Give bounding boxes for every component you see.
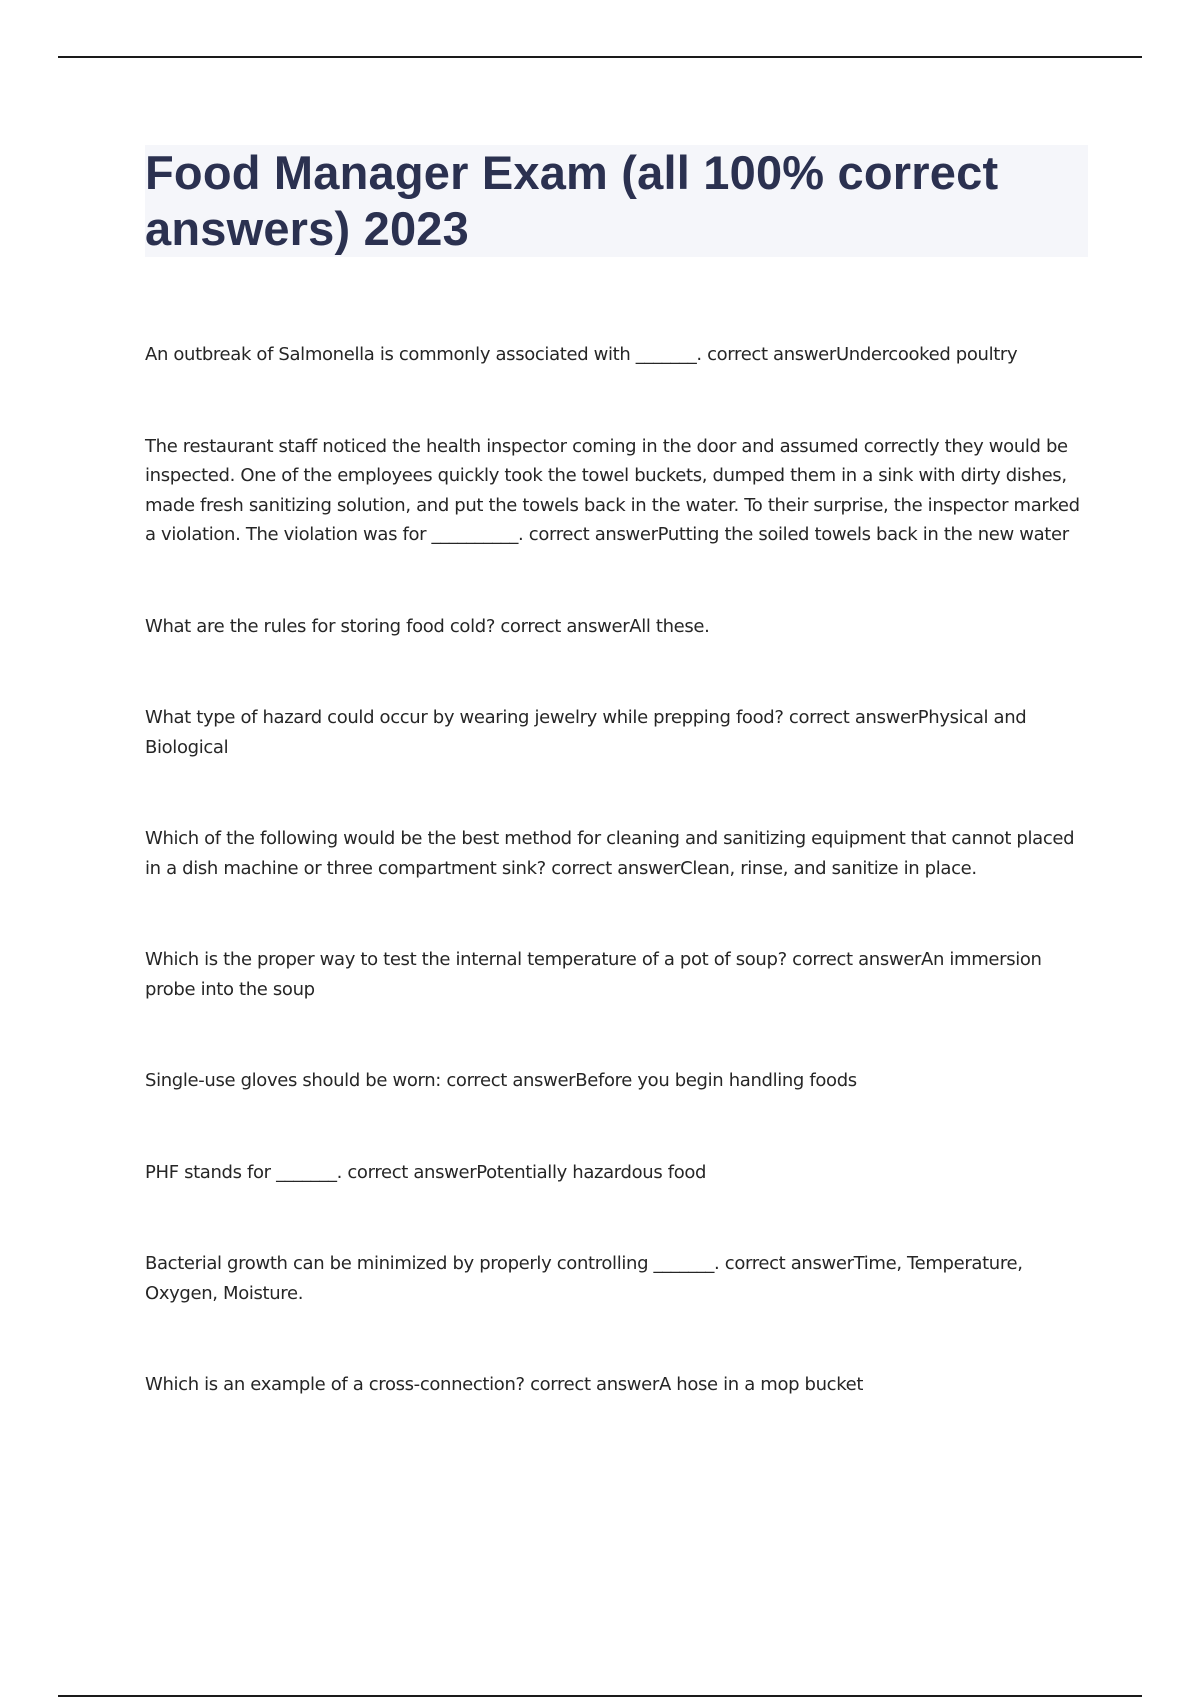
qa-item-5: Which of the following would be the best method for cleaning and sanitizing equipment that cannot placed in a dish machine or three compartment sink? correct answerClean, rinse, and sanitize in place.: [145, 828, 1075, 879]
top-rule: [58, 56, 1142, 58]
title-block: [145, 145, 1088, 257]
qa-item-3: What are the rules for storing food cold? correct answerAll these.: [145, 615, 710, 637]
qa-item-2: The restaurant staff noticed the health inspector coming in the door and assumed correctly they would be inspected. One of the employees quickly took the towel buckets, dumped them in a sink with dirty dishes, made fresh sanitizing solution, and put the towels back in the water. To their surprise, the inspector marked a violation. The violation was for __________. correct answerPutting the soiled towels back in the new water: [145, 435, 1080, 545]
qa-item-1: An outbreak of Salmonella is commonly associated with _______. correct answerUndercooked poultry: [145, 344, 1018, 365]
qa-item-4: What type of hazard could occur by wearing jewelry while prepping food? correct answerPhysical and Biological: [145, 707, 1027, 758]
qa-item-6: Which is the proper way to test the internal temperature of a pot of soup? correct answerAn immersion probe into the soup: [145, 949, 1042, 1000]
bottom-rule: [58, 1695, 1142, 1697]
qa-item-9: Bacterial growth can be minimized by properly controlling _______. correct answerTime, Temperature, Oxygen, Moisture.: [145, 1253, 1023, 1304]
qa-item-8: PHF stands for _______. correct answerPotentially hazardous food: [145, 1161, 707, 1183]
qa-item-10: Which is an example of a cross-connection? correct answerA hose in a mop bucket: [145, 1374, 864, 1395]
qa-list: [145, 340, 1095, 1400]
document-title: Food Manager Exam (all 100% correct answers) 2023: [145, 146, 999, 255]
qa-item-7: Single-use gloves should be worn: correct answerBefore you begin handling foods: [145, 1070, 857, 1091]
